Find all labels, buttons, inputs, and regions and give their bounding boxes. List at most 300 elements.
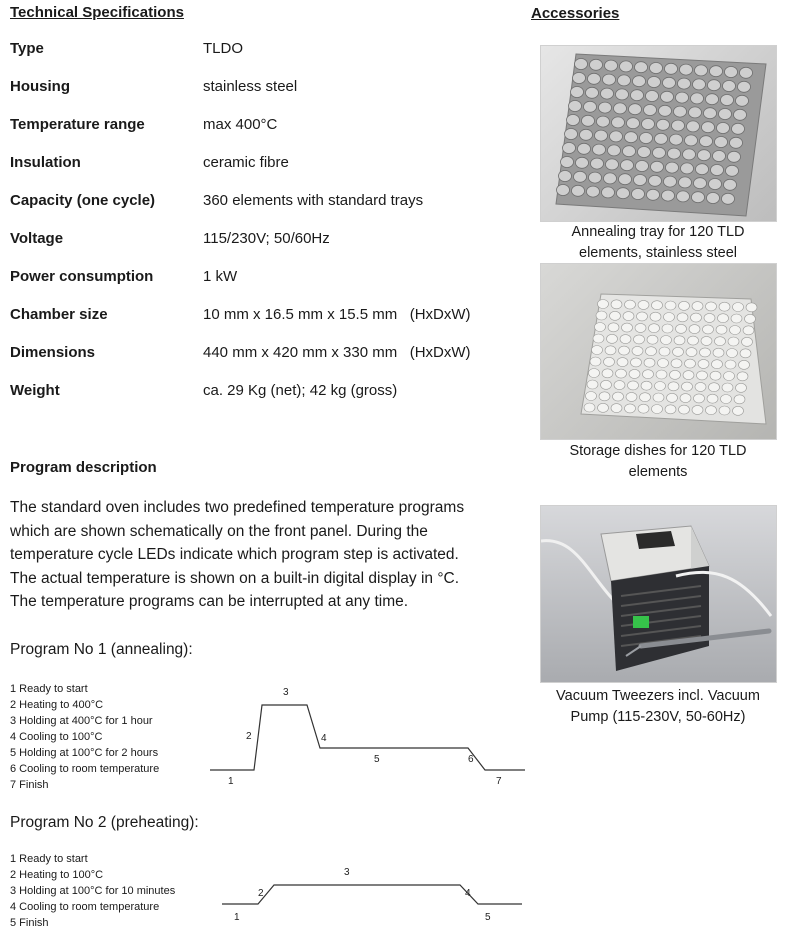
step-label: 1	[234, 912, 240, 923]
dish-well	[623, 312, 634, 321]
tray-hole	[683, 149, 696, 160]
dish-well	[631, 358, 642, 367]
dish-well	[587, 380, 598, 389]
tray-hole	[569, 101, 582, 112]
tray-hole	[559, 171, 572, 182]
dish-well	[659, 347, 670, 356]
program-1-title: Program No 1 (annealing):	[10, 641, 193, 658]
spec-row	[10, 230, 510, 252]
dish-well	[712, 360, 723, 369]
spec-value: 360 elements with standard trays	[203, 192, 424, 209]
dish-well	[655, 382, 666, 391]
tray-hole	[616, 89, 629, 100]
tray-hole	[591, 158, 604, 169]
tray-hole	[647, 189, 660, 200]
dish-well	[625, 404, 636, 413]
dish-well	[737, 372, 748, 381]
tray-hole	[618, 75, 631, 86]
temperature-profile-line	[222, 885, 522, 904]
dish-well	[616, 369, 627, 378]
dish-well	[730, 326, 741, 335]
dish-well	[734, 395, 745, 404]
dish-well	[721, 395, 732, 404]
dish-well	[647, 335, 658, 344]
caption-line: elements, stainless steel	[579, 245, 737, 261]
dish-well	[605, 346, 616, 355]
dish-well	[698, 359, 709, 368]
tray-hole	[636, 161, 649, 172]
spec-value: max 400°C	[203, 116, 278, 133]
dish-well	[709, 383, 720, 392]
spec-label: Housing	[10, 78, 70, 95]
tray-hole	[661, 91, 674, 102]
dish-well	[613, 392, 624, 401]
tray-hole	[696, 164, 709, 175]
dish-well	[731, 314, 742, 323]
tray-hole	[694, 178, 707, 189]
dish-well	[686, 348, 697, 357]
tray-hole	[565, 129, 578, 140]
dish-well	[638, 404, 649, 413]
tray-hole	[601, 88, 614, 99]
spec-label: Insulation	[10, 154, 81, 171]
tray-hole	[678, 78, 691, 89]
dish-well	[706, 302, 717, 311]
tray-hole	[706, 94, 719, 105]
step-item: 3 Holding at 400°C for 1 hour	[10, 715, 153, 727]
tray-hole	[700, 136, 713, 147]
step-item: 1 Ready to start	[10, 683, 88, 695]
dish-well	[701, 336, 712, 345]
caption-line: Vacuum Tweezers incl. Vacuum	[556, 688, 760, 704]
dish-well	[718, 314, 729, 323]
tray-hole	[670, 134, 683, 145]
tray-hole	[610, 131, 623, 142]
tray-hole	[695, 65, 708, 76]
dish-well	[700, 348, 711, 357]
spec-row	[10, 306, 510, 328]
temperature-profile-line	[210, 705, 525, 770]
dish-well	[592, 346, 603, 355]
tray-hole	[572, 185, 585, 196]
accessory-caption	[538, 441, 778, 483]
tray-hole	[602, 187, 615, 198]
dish-well	[722, 383, 733, 392]
tray-hole	[588, 73, 601, 84]
step-label: 6	[468, 754, 474, 765]
tray-hole	[710, 66, 723, 77]
dish-well	[586, 392, 597, 401]
storage-dish-photo	[540, 263, 777, 440]
tray-hole	[631, 90, 644, 101]
dish-well	[703, 325, 714, 334]
dish-well	[626, 392, 637, 401]
dish-well	[611, 300, 622, 309]
dish-well	[739, 360, 750, 369]
tray-hole	[740, 67, 753, 78]
dish-well	[638, 300, 649, 309]
tray-hole	[653, 147, 666, 158]
dish-well	[707, 394, 718, 403]
tray-hole	[723, 81, 736, 92]
tray-hole	[582, 115, 595, 126]
tray-hole	[567, 115, 580, 126]
tray-hole	[623, 146, 636, 157]
tray-hole	[732, 123, 745, 134]
tray-hole	[713, 151, 726, 162]
dish-well	[644, 358, 655, 367]
dish-well	[599, 392, 610, 401]
dish-well	[742, 337, 753, 346]
tray-hole	[681, 163, 694, 174]
paragraph-line: which are shown schematically on the front panel. During the	[10, 522, 428, 540]
step-item: 6 Cooling to room temperature	[10, 763, 160, 775]
dish-well	[697, 371, 708, 380]
spec-value: 115/230V; 50/60Hz	[203, 230, 330, 247]
tray-hole	[575, 59, 588, 70]
paragraph-line: The temperature programs can be interrupted at any time.	[10, 593, 409, 610]
dish-well	[620, 335, 631, 344]
dish-well	[692, 302, 703, 311]
vacuum-tweezers-photo	[540, 505, 777, 683]
tray-hole	[689, 107, 702, 118]
dish-well	[716, 325, 727, 334]
spec-label: Weight	[10, 382, 60, 399]
dish-well	[653, 393, 664, 402]
caption-line: Storage dishes for 120 TLD	[569, 443, 747, 459]
dish-well	[617, 358, 628, 367]
dish-well	[652, 301, 663, 310]
spec-row	[10, 382, 510, 404]
tray-hole	[638, 147, 651, 158]
dish-well	[637, 312, 648, 321]
tray-hole	[614, 103, 627, 114]
tray-hole	[730, 137, 743, 148]
tray-hole	[589, 172, 602, 183]
dish-well	[679, 301, 690, 310]
step-item: 2 Heating to 100°C	[10, 869, 104, 881]
dish-well	[746, 303, 757, 312]
tray-hole	[642, 119, 655, 130]
tray-hole	[662, 190, 675, 201]
dish-well	[595, 323, 606, 332]
tray-hole	[728, 151, 741, 162]
dish-well	[694, 394, 705, 403]
dish-well	[598, 403, 609, 412]
spec-value: 1 kW	[203, 268, 238, 285]
tray-hole	[640, 133, 653, 144]
tray-hole	[580, 129, 593, 140]
tech-specs-heading: Technical Specifications	[10, 4, 184, 21]
step-item: 1 Ready to start	[10, 853, 88, 865]
tray-hole	[734, 109, 747, 120]
dish-well	[724, 372, 735, 381]
dish-illustration	[541, 264, 776, 439]
tray-hole	[620, 61, 633, 72]
dish-well	[602, 369, 613, 378]
tray-hole	[666, 162, 679, 173]
dish-well	[692, 405, 703, 414]
tray-hole	[597, 116, 610, 127]
tray-hole	[578, 143, 591, 154]
spec-value: ceramic fibre	[203, 154, 289, 171]
dish-well	[634, 335, 645, 344]
tray-hole	[632, 189, 645, 200]
tray-hole	[650, 63, 663, 74]
program-1-steps	[10, 681, 159, 793]
dish-well	[665, 301, 676, 310]
tray-hole	[711, 165, 724, 176]
tray-hole	[698, 150, 711, 161]
spec-value: ca. 29 Kg (net); 42 kg (gross)	[203, 382, 398, 399]
dish-well	[670, 370, 681, 379]
tray-hole	[646, 91, 659, 102]
dish-well	[688, 336, 699, 345]
tray-hole	[715, 137, 728, 148]
tray-hole	[635, 62, 648, 73]
tray-hole	[627, 118, 640, 129]
dish-well	[608, 323, 619, 332]
tray-hole	[709, 179, 722, 190]
dish-well	[706, 406, 717, 415]
tray-hole	[680, 64, 693, 75]
step-label: 1	[228, 776, 234, 787]
spec-value: stainless steel	[203, 78, 298, 95]
step-label: 5	[374, 754, 380, 765]
tray-hole	[691, 93, 704, 104]
tray-hole	[651, 161, 664, 172]
dish-well	[596, 311, 607, 320]
dish-well	[725, 360, 736, 369]
accessories-heading: Accessories	[531, 5, 620, 22]
program-description-heading: Program description	[10, 459, 157, 476]
dish-well	[674, 336, 685, 345]
tray-hole	[724, 179, 737, 190]
dish-well	[677, 313, 688, 322]
tray-hole	[617, 188, 630, 199]
step-item: 4 Cooling to room temperature	[10, 901, 160, 913]
dish-well	[646, 347, 657, 356]
step-item: 3 Holding at 100°C for 10 minutes	[10, 885, 176, 897]
tray-hole	[664, 176, 677, 187]
paragraph-line: The actual temperature is shown on a built-in digital display in °C.	[10, 569, 460, 587]
step-label: 3	[283, 687, 289, 698]
program-2-title: Program No 2 (preheating):	[10, 814, 199, 831]
tray-hole	[708, 80, 721, 91]
dish-well	[607, 334, 618, 343]
tray-hole	[674, 106, 687, 117]
tray-hole	[717, 123, 730, 134]
spec-value: TLDO	[203, 40, 244, 57]
dish-well	[743, 326, 754, 335]
tray-hole	[633, 76, 646, 87]
tray-hole	[722, 193, 735, 204]
tray-hole	[665, 63, 678, 74]
step-item: 4 Cooling to 100°C	[10, 731, 103, 743]
tray-hole	[586, 87, 599, 98]
dish-well	[641, 381, 652, 390]
dish-well	[619, 346, 630, 355]
tray-hole	[719, 109, 732, 120]
paragraph-line: temperature cycle LEDs indicate which program step is activated.	[10, 546, 459, 563]
tray-hole	[621, 160, 634, 171]
spec-row	[10, 192, 510, 214]
dish-well	[589, 369, 600, 378]
dish-well	[614, 381, 625, 390]
tray-hole	[687, 121, 700, 132]
dish-well	[682, 382, 693, 391]
tray-hole	[599, 102, 612, 113]
tray-hole	[672, 120, 685, 131]
tray-hole	[702, 122, 715, 133]
tray-hole	[593, 144, 606, 155]
caption-line: Pump (115-230V, 50-60Hz)	[570, 709, 746, 725]
dish-well	[590, 357, 601, 366]
tray-hole	[625, 132, 638, 143]
tray-hole	[604, 173, 617, 184]
step-label: 5	[485, 912, 491, 923]
spec-value: 10 mm x 16.5 mm x 15.5 mm (HxDxW)	[203, 306, 471, 323]
spec-row	[10, 154, 510, 176]
dish-well	[680, 394, 691, 403]
dish-well	[671, 359, 682, 368]
tray-hole	[644, 105, 657, 116]
dish-well	[679, 405, 690, 414]
dish-well	[665, 405, 676, 414]
dish-well	[604, 357, 615, 366]
tray-hole	[725, 67, 738, 78]
tray-hole	[563, 143, 576, 154]
tray-hole	[649, 175, 662, 186]
step-label: 2	[246, 731, 252, 742]
tray-hole	[657, 119, 670, 130]
caption-line: elements	[628, 464, 688, 480]
tray-hole	[606, 159, 619, 170]
tray-hole	[704, 108, 717, 119]
dish-well	[593, 334, 604, 343]
tray-hole	[619, 174, 632, 185]
tray-hole	[676, 92, 689, 103]
dish-well	[728, 337, 739, 346]
dish-well	[733, 406, 744, 415]
tray-hole	[693, 79, 706, 90]
tray-hole	[612, 117, 625, 128]
program-2-steps	[10, 851, 175, 931]
dish-well	[656, 370, 667, 379]
dish-well	[736, 383, 747, 392]
spec-label: Dimensions	[10, 344, 96, 361]
spec-label: Temperature range	[10, 116, 145, 133]
tray-hole	[561, 157, 574, 168]
tray-hole	[648, 77, 661, 88]
spec-row	[10, 116, 510, 138]
dish-well	[640, 393, 651, 402]
dish-well	[658, 359, 669, 368]
tray-hole	[721, 95, 734, 106]
spec-value: 440 mm x 420 mm x 330 mm (HxDxW)	[203, 344, 471, 361]
dish-well	[649, 324, 660, 333]
dish-well	[691, 313, 702, 322]
dish-well	[584, 403, 595, 412]
tray-hole	[736, 95, 749, 106]
tray-hole	[605, 60, 618, 71]
step-label: 7	[496, 776, 502, 787]
dish-well	[719, 406, 730, 415]
tray-hole	[573, 73, 586, 84]
step-label: 4	[321, 733, 327, 744]
dish-well	[685, 359, 696, 368]
tray-hole	[659, 105, 672, 116]
tray-hole	[707, 193, 720, 204]
tray-hole	[668, 148, 681, 159]
tray-hole	[655, 133, 668, 144]
dish-well	[719, 302, 730, 311]
dish-well	[713, 348, 724, 357]
tray-hole	[576, 157, 589, 168]
caption-line: Annealing tray for 120 TLD	[571, 224, 745, 240]
dish-well	[664, 313, 675, 322]
dish-well	[635, 323, 646, 332]
dish-well	[643, 370, 654, 379]
spec-label: Type	[10, 40, 44, 57]
step-item: 5 Finish	[10, 917, 49, 929]
program-description-text	[10, 496, 510, 614]
dish-well	[668, 382, 679, 391]
dish-well	[689, 325, 700, 334]
dish-well	[650, 312, 661, 321]
dish-well	[652, 405, 663, 414]
tray-hole	[685, 135, 698, 146]
dish-well	[745, 314, 756, 323]
dish-well	[667, 393, 678, 402]
step-label: 2	[258, 888, 264, 899]
dish-well	[704, 313, 715, 322]
tray-hole	[557, 185, 570, 196]
dish-well	[625, 300, 636, 309]
dish-well	[727, 349, 738, 358]
spec-label: Power consumption	[10, 268, 154, 285]
dish-well	[710, 371, 721, 380]
spec-row	[10, 268, 510, 290]
tray-hole	[595, 130, 608, 141]
pump-illustration	[541, 506, 776, 682]
dish-well	[628, 381, 639, 390]
spec-label: Capacity (one cycle)	[10, 192, 156, 209]
tray-hole	[677, 191, 690, 202]
step-item: 2 Heating to 400°C	[10, 699, 104, 711]
tray-hole	[629, 104, 642, 115]
dish-well	[676, 324, 687, 333]
dish-well	[673, 347, 684, 356]
tray-hole	[738, 81, 751, 92]
annealing-tray-photo	[540, 45, 777, 222]
dish-well	[611, 404, 622, 413]
tray-hole	[608, 145, 621, 156]
spec-label: Voltage	[10, 230, 64, 247]
spec-label: Chamber size	[10, 306, 108, 323]
dish-well	[601, 380, 612, 389]
dish-well	[622, 323, 633, 332]
dish-well	[610, 311, 621, 320]
tray-hole	[584, 101, 597, 112]
spec-row	[10, 344, 510, 366]
step-item: 5 Holding at 100°C for 2 hours	[10, 747, 159, 759]
spec-row	[10, 78, 510, 100]
step-label: 4	[465, 888, 471, 899]
dish-well	[629, 369, 640, 378]
tray-hole	[590, 59, 603, 70]
tray-hole	[663, 77, 676, 88]
